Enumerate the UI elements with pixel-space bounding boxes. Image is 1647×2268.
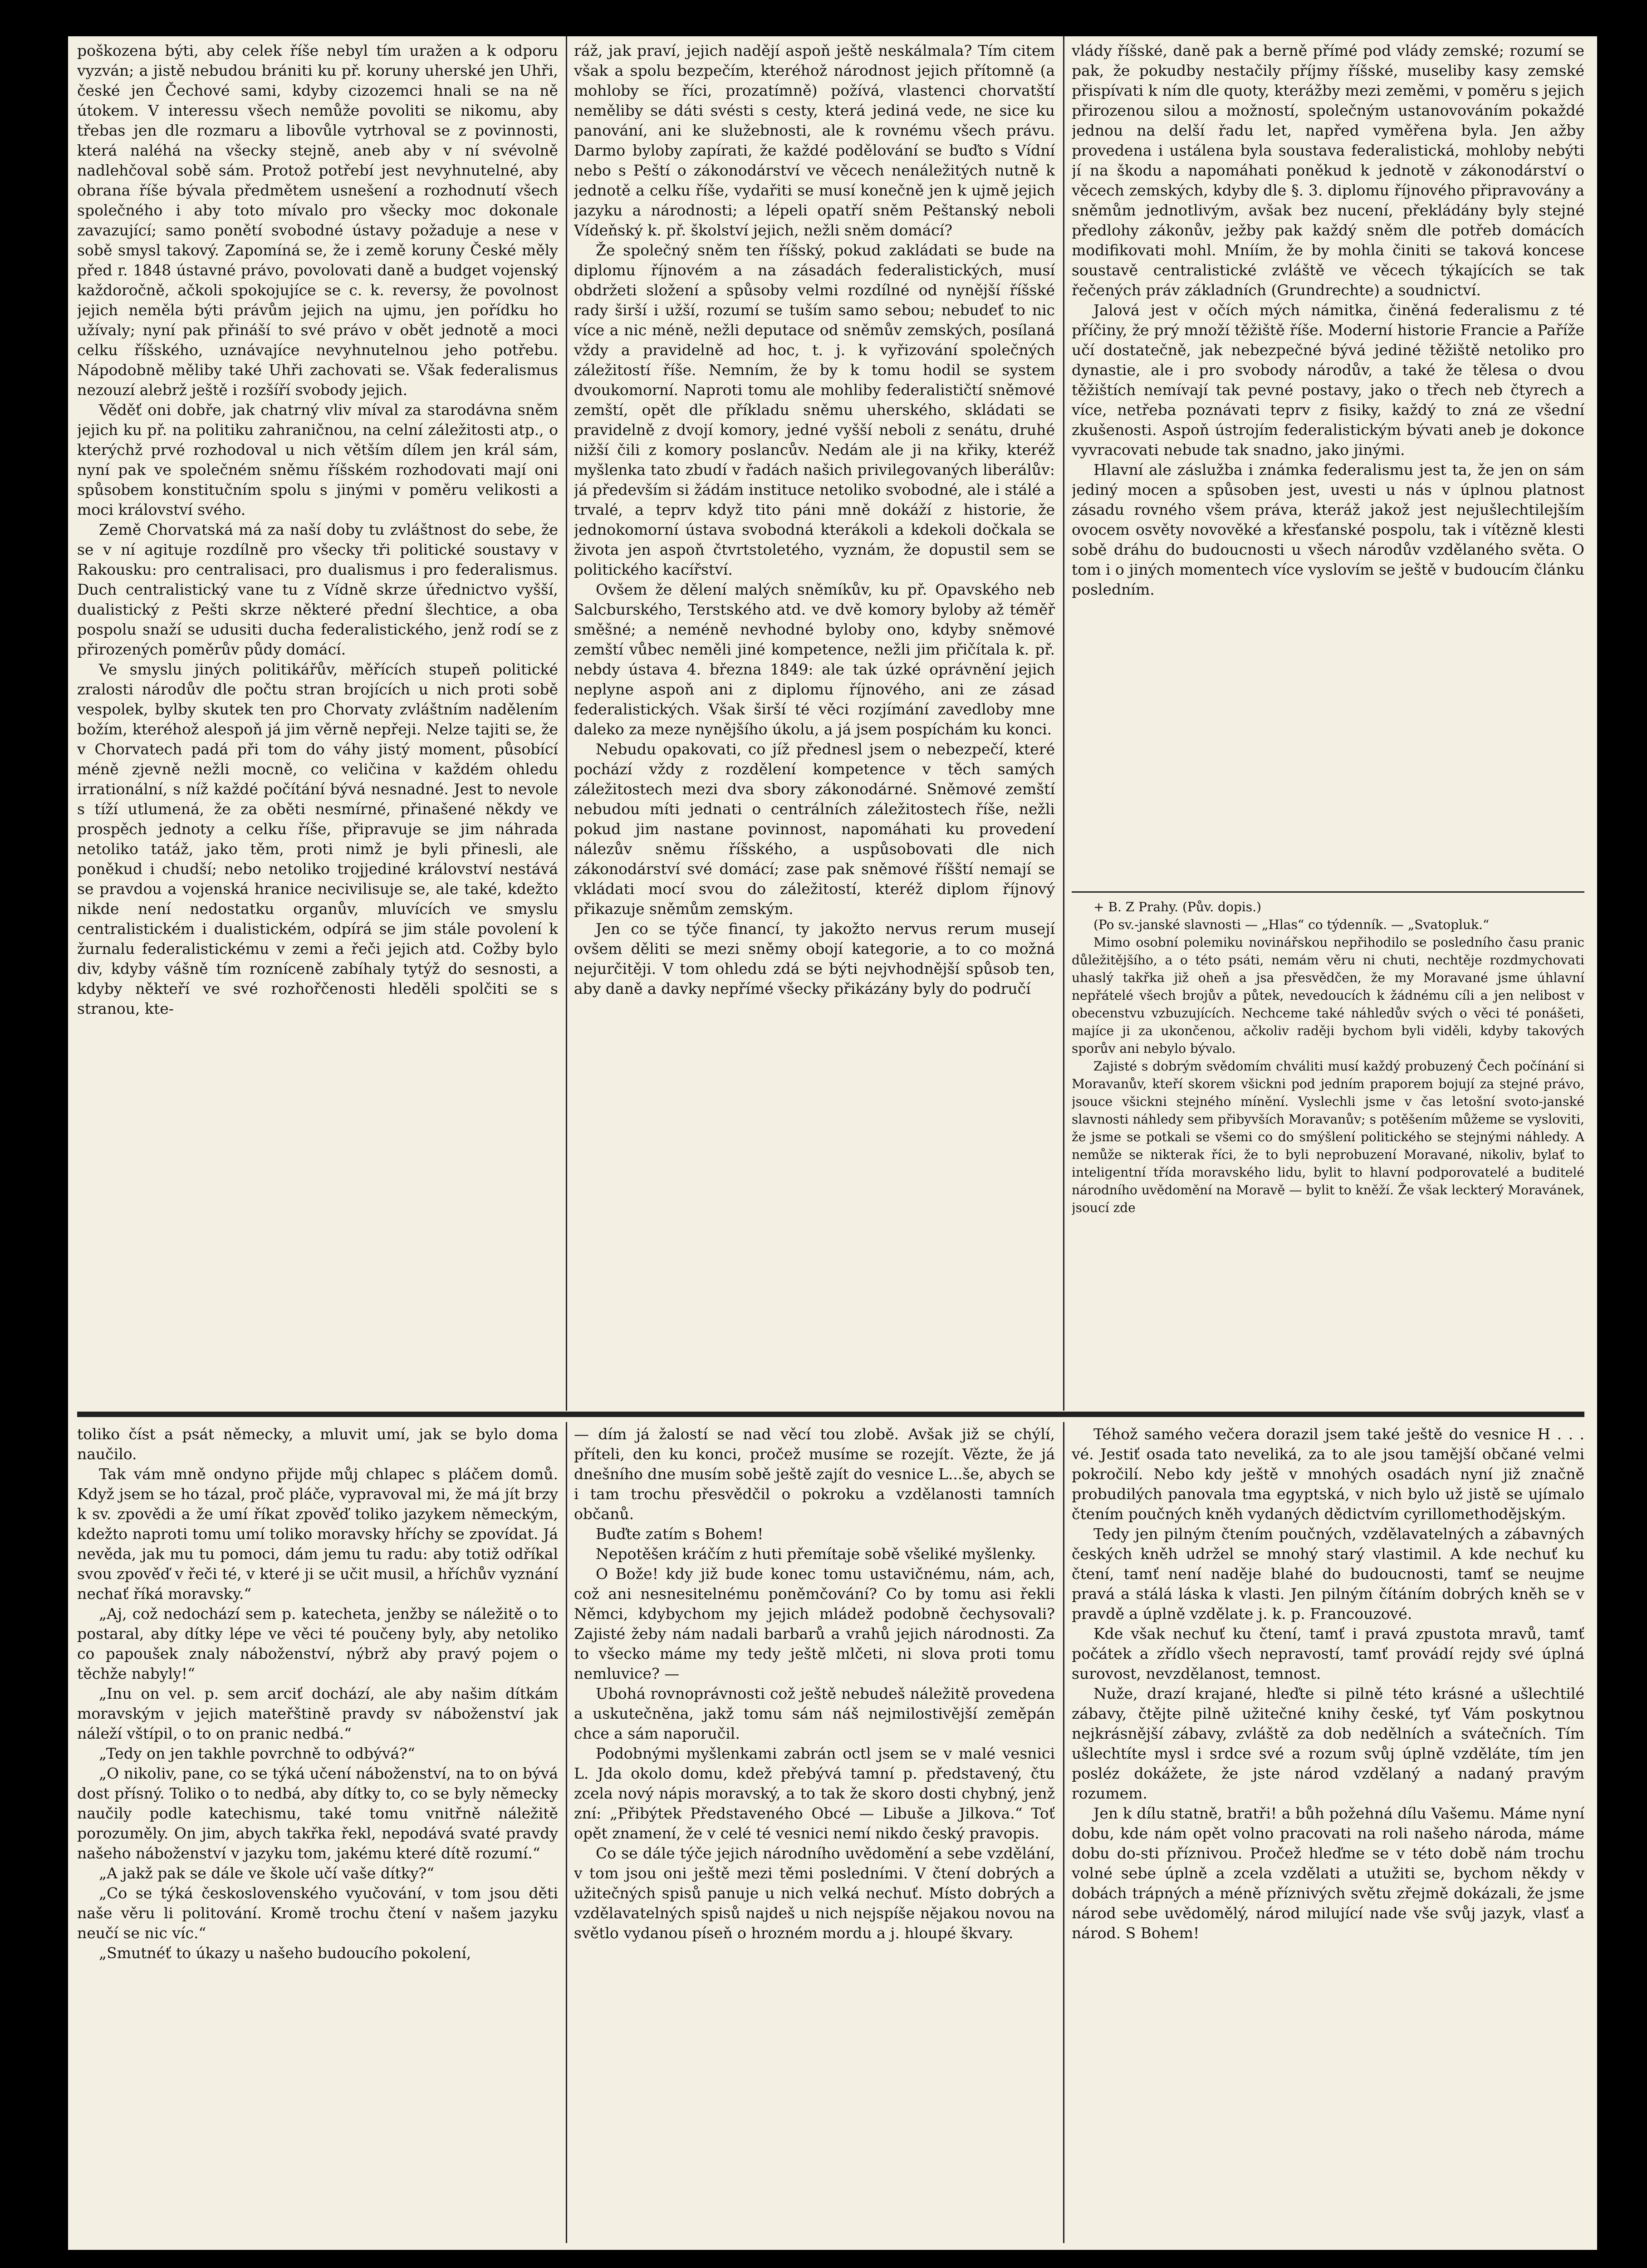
paragraph: Ovšem že dělení malých sněmíkův, ku př. Opavského neb Salcburského, Terstského atd. ve dvě komory byloby až téměř směšné; a neméně nevhodné byloby ono, kdyby sněmové zemští vůbec neměli jiné kompetence, nežli jim přičítala k. př. nebdy ústava 4. března 1849: ale tak úzké oprávnění jejich neplyne aspoň ani z diplomu říjnového, ani ze zásad federalistických. Však širší té věci rozjímání zavedloby mne daleko za meze nynějšího úkolu, a já jsem pospíchám ku konci. — [574, 581, 1055, 738]
paragraph: ráž, jak praví, jejich nadějí aspoň ještě neskálmala? Tím citem však a spolu bezpečím, kteréhož národnost jejich přítomně (a mohloby se říci, prozatímně) požívá, vlastenci chorvatští neměliby se dáti svésti s cesty, která jediná vede, ne sice ku panování, ani ke služebnosti, ale k rovnému všech právu. Darmo byloby zapírati, že každé podělování se buďto s Vídní nebo s Peští o zákonodárství ve věcech nenáležitých nutně k jednotě a celku říše, vydařiti se musí konečně jen k ujmě jejich jazyku a národnosti; a lépeli opatří sněm Peštanský neboli Vídeňský k. př. školství jejich, nežli sněm domácí? — [574, 42, 1055, 239]
column-rule — [1063, 1422, 1064, 2243]
column-rule — [566, 1422, 567, 2243]
paragraph: Hlavní ale záslužba i známka federalismu jest ta, že jen on sám jediný mocen a spůsoben jest, uvesti u nás v úplnou platnost zásadu rovného všem práva, kteráž jakož jest nejušlechtilejším ovocem osvěty novověké a křesťanské pospolu, tak i vítězně klesti sobě dráhu do budoucnosti u všech národův vzdělaného světa. O tom i o jiných momentech více vyslovím se ještě v budoucím článku posledním. — [1072, 461, 1584, 598]
article-divider — [1072, 891, 1584, 893]
paragraph: Jalová jest v očích mých námitka, činěná federalismu z té příčiny, že prý množí těžiště říše. Moderní historie Francie a Paříže učí dostatečně, jak nebezpečné bývá jediné těžiště netoliko pro dynastie, ale i pro svobody národův, a také že tělesa o dvou těžištích nemívají tak pevné postavy, jako o třech neb čtyrech a více, netřeba poznávati teprv z fisiky, každý to zná ze všední zkušenosti. Aspoň ústrojím federalistickým bývati aneb je dokonce vyvracovati nebude tak snadno, jako jinými. — [1072, 301, 1584, 459]
paragraph: Nepotěšen kráčím z huti přemítaje sobě všeliké myšlenky. — [596, 1545, 1036, 1563]
paragraph: Podobnými myšlenkami zabrán octl jsem se v malé vesnici L. Jda okolo domu, kdež přebývá tamní p. představený, čtu zcela nový nápis moravský, a to tak že skoro dosti chybný, jenž zní: „Přibýtek Představeného Obcé — Libuše a Jilkova.“ Toť opět znamení, že v celé té vesnici nemí nikdo český pravopis. — [574, 1745, 1055, 1842]
paragraph: Jen k dílu statně, bratři! a bůh požehná dílu Vašemu. Máme nyní dobu, kde nám opět volno pracovati na roli našeho národa, máme dobu do-sti příznivou. Pročež hleďme se v této době nám trochu volné sebe úplně a zcela vzdělati a utužiti se, bychom někdy v dobách trápných a méně příznivých světu zřejmě dokázali, že jsme národ sebe uvědomělý, národ milující nade vše svůj jazyk, vlasť a národ. S Bohem! — [1072, 1804, 1584, 1942]
paragraph: „Tedy on jen takhle povrchně to odbývá?“ — [99, 1745, 415, 1762]
paragraph: Kde však nechuť ku čtení, tamť i pravá zpustota mravů, tamť počátek a zřídlo všech nepravostí, tamť provádí rejdy své úplná surovost, nevzdělanost, temnost. — [1072, 1625, 1584, 1682]
paragraph: Nuže, drazí krajané, hleďte si pilně této krásné a ušlechtilé zábavy, čtějte pilně užitečné knihy české, tyť Vám poskytnou nejkrásnější zábavy, zvláště za dob nedělních a svátečních. Tím ušlechtíte mysl i srdce své a rozum svůj úplně vzděláte, tím jen posléz dokážete, že jste národ vzdělaný a nadaný pravým rozumem. — [1072, 1685, 1584, 1802]
paragraph: Co se dále týče jejich národního uvědomění a sebe vzdělání, v tom jsou oni ještě mezi těmi posledními. V čtení dobrých a užitečných spisů panuje u nich velká nechuť. Místo dobrých a vzdělavatelných spisů najdeš u nich nejspíše nějakou novou na světlo vydanou píseň o hrozném mordu a j. hloupé škvary. — [574, 1844, 1055, 1942]
paragraph: vlády říšské, daně pak a berně přímé pod vlády zemské; rozumí se pak, že pokudby nestačily příjmy říšské, museliby kasy zemské přispívati k ním dle quoty, kterážby mezi zeměmi, v poměru s jejich přirozenou silou a možností, společným ustanovováním pokaždé jednou na delší řadu let, napřed vyměřena byla. Jen ažby provedena i ustálena byla soustava federalistická, mohloby nebýti jí na škodu a napomáhati poněkud k jednotě v zákonodárství o věcech zemských, kdyby dle §. 3. diplomu říjnového připravovány a sněmům jednotlivým, avšak bez nucení, překládány byly stejné předlohy zákonův, ježby pak každý sněm dle potřeb domácích modifikovati mohl. Mníím, že by mohla činiti se taková koncese soustavě centralistické zvláště ve věcech týkajících se tak řečených práv základních (Grundrechte) a soudnictví. — [1072, 42, 1584, 299]
lower-column-3 — [1072, 1424, 1584, 2241]
paragraph: „Smutnéť to úkazy u našeho budoucího pokolení, — [99, 1944, 471, 1962]
paragraph: Věděť oni dobře, jak chatrný vliv míval za starodávna sněm jejich ku př. na politiku zahraničnou, na celní záležitosti atp., o kterýchž prvé rozhodoval u nich větším dílem jen král sám, nyní pak ve společném sněmu říšském rozhodovati mají oni spůsobem konstitučním spolu s jinými v poměru velikosti a moci království svého. — [77, 401, 558, 518]
paragraph: Buďte zatím s Bohem! — [596, 1525, 764, 1543]
upper-column-2 — [574, 41, 1055, 1404]
paragraph: Že společný sněm ten říšský, pokud zakládati se bude na diplomu říjnovém a na zásadách federalistických, musí obdržeti složení a spůsoby velmi rozdílné od nynější říšské rady širší i užší, rozumí se tuším samo sebou; nebudeť to nic více a nic méně, nežli deputace od sněmův zemských, posílaná vždy a pravidelně ad hoc, t. j. k vyřizování společných záležitostí říše. Nemním, že by k tomu hodil se system dvoukomorní. Naproti tomu ale mohliby federalističtí sněmové zemští, opět dle příkladu sněmu uherského, skládati se pravidelně z dvojí komory, jedné vyšší neboli z senátu, druhé nižší čili z komory poslancův. Nedám ale ji na křiky, kteréž myšlenka tato zbudí v řadách našich privilegovaných liberálův: já především si žádám instituce netoliko svobodné, ale i stálé a trvalé, a teprv když tito páni mně dokáží z historie, že jednokomorní ústava svobodná kterákoli a kdekoli dočkala se života jen aspoň čtvrtstoletého, vyznám, že dopustil sem se politického kacířství. — [574, 241, 1055, 578]
paragraph: Nebudu opakovati, co jíž přednesl jsem o nebezpečí, které pochází vždy z rozdělení kompetence v těch samých záležitostech mezi dva sbory zákonodárné. Sněmové zemští nebudou míti jednati o centrálních záležitostech říše, nežli pokud jim nastane povinnost, napomáhati ku provedení nálezův sněmu říšského, a uspůsobovati dle nich zákonodárství své domácí; zase pak sněmové říšští nemají se vkládati mocí svou do záležitostí, kteréž diplom říjnový přikazuje sněmům zemským. — [574, 740, 1055, 918]
paragraph: — dím já žalostí se nad věcí tou zlobě. Avšak již se chýlí, příteli, den ku konci, pročež musíme se rozejít. Vězte, že já dnešního dne musím sobě ještě zajít do vesnice L...še, abych se i tam trochu přesvědčil o pokroku a vzdělanosti tamních občanů. — [574, 1425, 1055, 1523]
article-byline: + B. Z Prahy. (Pův. dopis.) — [1093, 899, 1261, 914]
upper-column-3 — [1072, 41, 1584, 889]
paragraph: poškozena býti, aby celek říše nebyl tím uražen a k odporu vyzván; a jistě nebudou brániti ku př. koruny uherské jen Uhři, české jen Čechové sami, kdyby cizozemci hnali se na ně útokem. V interessu všech nemůže povoliti se nikomu, aby třebas jen dle rozmaru a libovůle vytrhoval se z povinnosti, která naléhá na všecky stejně, aneb aby v ní svévolně nadlehčoval sobě sám. Protož potřebí jest nevyhnutelné, aby obrana říše bývala předmětem usnešení a rozhodnutí všech společného i aby toto mívalo pro všecky moc dokonale zavazující; samo ponětí svobodné ústavy požaduje a nese v sobě smysl takový. Zapomíná se, že i země koruny České měly před r. 1848 ústavné právo, povolovati daně a budget vojenský každoročně, ačkoli spokojujíce se c. k. reversy, že povolnost jejich neměla býti právům jejich na ujmu, jen pořídku ho užívaly; nyní pak přináší to své právo v obět jednotě a moci celku říšského, uznávajíce nevyhnutelnou jeho potřebu. Nápodobně měliby také Uhři zachovati se. Však federalismus nezouzí alebrž ještě i rozšíří svobody jejich. — [77, 42, 558, 399]
upper-column-1 — [77, 41, 558, 1404]
paragraph: Tak vám mně ondyno přijde můj chlapec s pláčem domů. Když jsem se ho tázal, proč pláče, vypravoval mi, že má jít brzy k sv. zpovědi a že umí říkat zpověď toliko jazykem německým, kdežto naproti tomu umí toliko moravsky hříchy se zpovídat. Já nevěda, jak mu tu pomoci, dám jemu tu radu: aby totiž odříkal svou zpověď v řeči té, v které ji se učit musil, a hříchův vyznání nechať říká moravsky.“ — [77, 1465, 558, 1603]
paragraph: Ubohá rovnoprávnosti což ještě nebudeš náležitě provedena a uskutečněna, jakž tomu sám náš nejmilostivější zeměpán chce a sám naporučil. — [574, 1685, 1055, 1742]
newspaper-page — [68, 36, 1597, 2250]
paragraph: Ve smyslu jiných politikářův, měřících stupeň politické zralosti národův dle počtu stran brojících u nich proti sobě vespolek, bylby skutek ten pro Chorvaty zvláštním nadělením božím, kteréhož alespoň já jim věrně nepřeji. Nelze tajiti se, že v Chorvatech padá při tom do váhy jistý moment, působící méně zjevně nežli mocně, co veličina v každém ohledu irrationální, s níž každé počítání bývá nesnadné. Jest to nevole s tíží utlumená, že za oběti nesmírné, přinašené někdy ve prospěch jednoty a celku říše, připravuje se jim náhrada netoliko tatáž, jako těm, proti nimž je byli přinesli, ale poněkud i chudší; nebo netoliko trojjediné království nestává se pravdou a vojenská hranice necivilisuje se, ale také, kdežto nikde není nedostatku organův, mluvících ve smyslu centralistickém i dualistickém, odpírá se jim stále povolení k žurnalu federalistickému v zemi a řeči jejich atd. Cožby bylo div, kdyby vášně tím rozníceně zabíhaly tytýž do sesnosti, a kdyby někteří ve své rozhořčenosti hleděli spolčiti se s stranou, kte- — [77, 660, 558, 1017]
paragraph: „O nikoliv, pane, co se týká učení náboženství, na to on bývá dost přísný. Toliko o to nedbá, aby dítky to, co se byly německy naučily podle katechismu, také tomu vnitřně náležitě porozuměly. On jim, abych takřka řekl, nepodává svaté pravdy našeho náboženství v jazyku tom, jakému které dítě rozumí.“ — [77, 1765, 558, 1862]
lower-column-1 — [77, 1424, 558, 2241]
feuilleton-divider — [77, 1412, 1584, 1417]
paragraph: Země Chorvatská má za naší doby tu zvláštnost do sebe, že se v ní agituje rozdílně pro všecky tři politické soustavy v Rakousku: pro centralisaci, pro dualismus i pro federalismus. Duch centralistický vane tu z Vídně skrze úřednictvo vyšší, dualistický z Pešti skrze některé přední šlechtice, a oba pospolu snaží se udusiti ducha federalistického, jenž rodí se z přirozených poměrův půdy domácí. — [77, 521, 558, 658]
article-subheading: (Po sv.-janské slavnosti — „Hlas“ co týdenník. — „Svatopluk.“ — [1093, 917, 1490, 932]
column-rule — [1063, 36, 1064, 1411]
lower-column-2 — [574, 1424, 1055, 2241]
paragraph: „A jakž pak se dále ve škole učí vaše dítky?“ — [99, 1864, 435, 1882]
article-prague-letter — [1072, 898, 1584, 1406]
paragraph: toliko číst a psát německy, a mluvit umí, jak se bylo doma naučilo. — [77, 1425, 558, 1463]
paragraph: „Co se týká československého vyučování, v tom jsou děti naše věru li politování. Kromě trochu čtení v našem jazyku neučí se nic víc.“ — [77, 1884, 558, 1942]
paragraph: Jen co se týče financí, ty jakožto nervus rerum musejí ovšem děliti se mezi sněmy obojí kategorie, a to co možná nejurčitěji. V tom ohledu zdá se býti nejvhodnější spůsob ten, aby daně a davky nepřímé všecky přikázány byly do područí — [574, 920, 1055, 997]
paragraph: Mimo osobní polemiku novinářskou nepřihodilo se posledního času pranic důležitějšího, a o této psáti, nemám věru ni chuti, nechtěje rozdmychovati uhaslý takřka již oheň a jsa přesvědčen, že my Moravané jsme úhlavní nepřátelé všech brojův a půtek, nevedoucích k žádnému cíli a jen nelibost v obecenstvu vzbuzujících. Nechceme také náhledův svých o věci té ponášeti, majíce ji za ukončenou, ačkoliv raději bychom byli viděli, kdyby takových sporův ani nebylo bývalo. — [1072, 935, 1584, 1056]
column-rule — [566, 36, 567, 1411]
paragraph: O Bože! kdy již bude konec tomu ustavičnému, nám, ach, což ani nesnesitelnému poněmčování? Co by tomu asi řekli Němci, kdybychom my jejich mládež podobně čechysovali? Zajisté žeby nám nadali barbarů a vrahů jejich národnosti. Za to všecko máme my tedy ještě mlčeti, ni slova proti tomu nemluvice? — — [574, 1565, 1055, 1682]
paragraph: Téhož samého večera dorazil jsem také ještě do vesnice H . . . vé. Jestiť osada tato neveliká, za to ale jsou tamější občané velmi pokročilí. Nebo kdy ještě v mnohých osadách nyní již značně probudilých panovala tma egyptská, v nich bylo už jistě se ujímalo čtením poučných kněh vydaných dědictvím cyrillomethodějským. — [1072, 1425, 1584, 1523]
paragraph: Tedy jen pilným čtením poučných, vzdělavatelných a zábavných českých kněh udržel se mnohý starý vlastimil. A kde nechuť ku čtení, tamť není naděje blahé do budoucnosti, tamť se neujme pravá a stálá láska k vlasti. Jen pilným čítáním dobrých kněh se v pravdě a úplně vzdělate j. k. p. Francouzové. — [1072, 1525, 1584, 1623]
paragraph: „Inu on vel. p. sem arciť dochází, ale aby našim dítkám moravským v jejich mateřštině pravdy sv náboženství jak náleží vštípil, o to on pranic nedbá.“ — [77, 1685, 558, 1742]
paragraph: Zajisté s dobrým svědomím chváliti musí každý probuzený Čech počínání si Moravanův, kteří skorem všickni pod jedním praporem bojují za stejné právo, jsouce všickni stejného mínění. Vyslechli jsme v čas letošní svoto-janské slavnosti náhledy sem přibyvších Moravanův; s potěšením můžeme se vysloviti, že jsme se potkali se všemi co do smýšlení politického se stejnými náhledy. A nemůže se nikterak říci, že to byli neprobuzení Moravané, nikoliv, bylať to inteligentní třída moravského lidu, bylit to hlavní podporovatelé a buditelé národního uvědomění na Moravě — bylit to kněží. Že však leckterý Moravánek, jsoucí zde — [1072, 1059, 1584, 1215]
paragraph: „Aj, což nedochází sem p. katecheta, jenžby se náležitě o to postaral, aby dítky lépe ve věci té poučeny byly, aby netoliko co papoušek znaly náboženství, nýbrž aby pravý pojem o těchže nabyly!“ — [77, 1605, 558, 1682]
